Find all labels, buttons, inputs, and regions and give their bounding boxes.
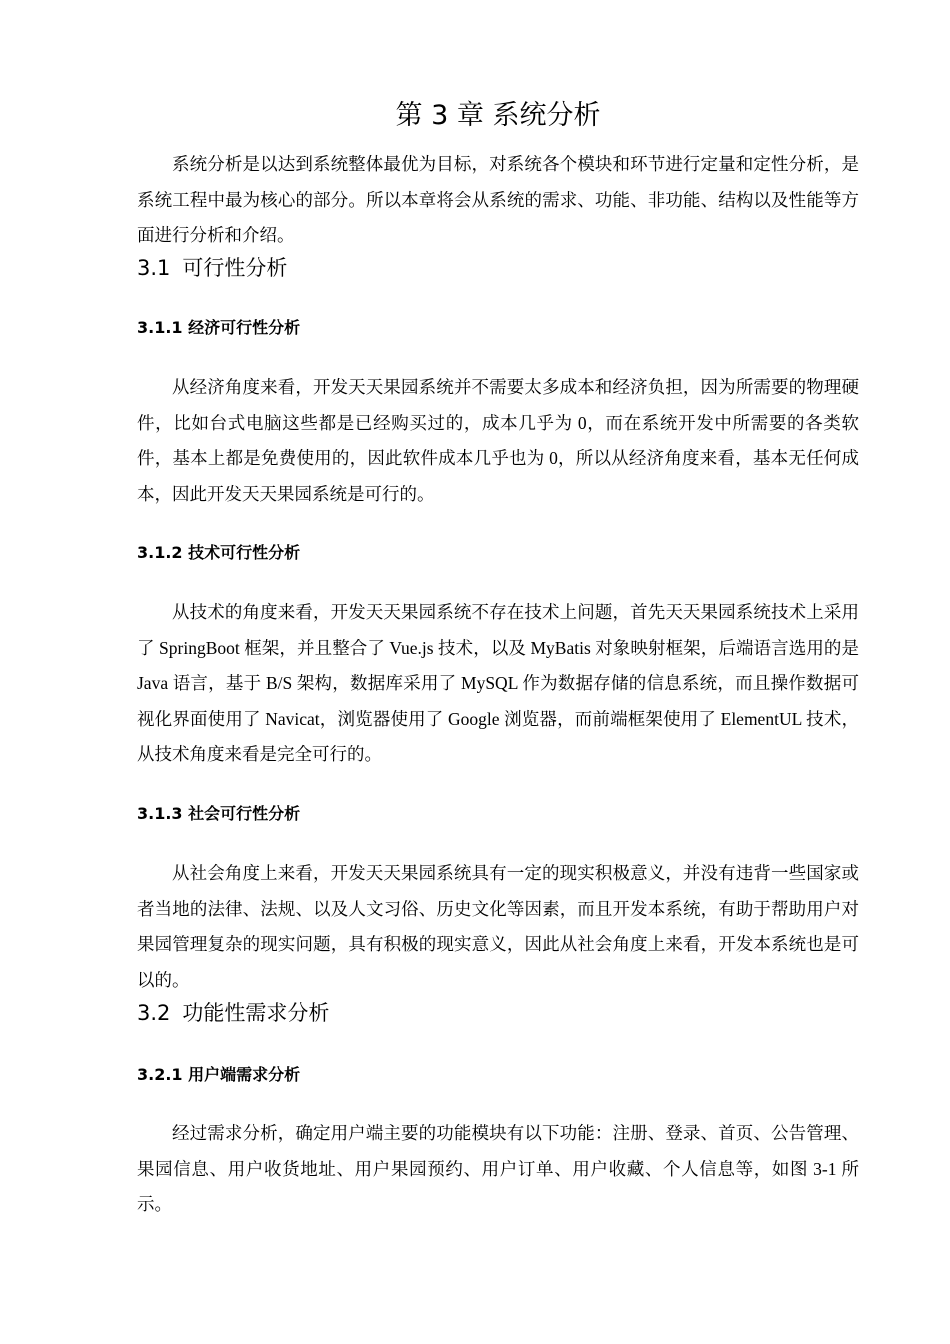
subsection-heading-3-2-1: 3.2.1 用户端需求分析 (137, 1065, 301, 1084)
paragraph-social-feasibility: 从社会角度上来看，开发天天果园系统具有一定的现实积极意义，并没有违背一些国家或者当地的法律、法规、以及人文习俗、历史文化等因素，而且开发本系统，有助于帮助用户对果园管理复杂的现实问题，具有积极的现实意义，因此从社会角度上来看，开发本系统也是可以的。 (137, 863, 859, 990)
chapter-intro-paragraph: 系统分析是以达到系统整体最优为目标，对系统各个模块和环节进行定量和定性分析，是系统工程中最为核心的部分。所以本章将会从系统的需求、功能、非功能、结构以及性能等方面进行分析和介绍。 (137, 154, 859, 245)
section-number: 3.1 (137, 256, 171, 280)
subsection-heading-3-1-1: 3.1.1 经济可行性分析 (137, 318, 301, 337)
section-heading-3-2 (137, 997, 329, 1029)
paragraph-economic-feasibility: 从经济角度来看，开发天天果园系统并不需要太多成本和经济负担，因为所需要的物理硬件，比如台式电脑这些都是已经购买过的，成本几乎为 0，而在系统开发中所需要的各类软件，基本上都是免费使用的，因此软件成本几乎也为 0，所以从经济角度来看，基本无任何成本，因此开发天天果园系统是可行的。 (137, 377, 859, 504)
paragraph-technical-feasibility: 从技术的角度来看，开发天天果园系统不存在技术上问题，首先天天果园系统技术上采用了 SpringBoot 框架，并且整合了 Vue.js 技术，以及 MyBatis 对象映射框架，后端语言选用的是 Java 语言，基于 B/S 架构，数据库采用了 MySQL 作为数据存储的信息系统，而且操作数据可视化界面使用了 Navicat，浏览器使用了 Google 浏览器，而前端框架使用了 ElementUL 技术，从技术角度来看是完全可行的。 (137, 602, 859, 764)
section-heading-3-1 (137, 252, 287, 284)
subsection-heading-3-1-2: 3.1.2 技术可行性分析 (137, 543, 301, 562)
subsection-heading-3-1-3: 3.1.3 社会可行性分析 (137, 804, 301, 823)
chapter-title: 第 3 章 系统分析 (395, 100, 601, 131)
section-title: 可行性分析 (182, 256, 288, 280)
section-title: 功能性需求分析 (182, 1001, 330, 1025)
section-number: 3.2 (137, 1001, 171, 1025)
paragraph-user-requirements: 经过需求分析，确定用户端主要的功能模块有以下功能：注册、登录、首页、公告管理、果园信息、用户收货地址、用户果园预约、用户订单、用户收藏、个人信息等，如图 3-1 所示。 (137, 1123, 859, 1214)
